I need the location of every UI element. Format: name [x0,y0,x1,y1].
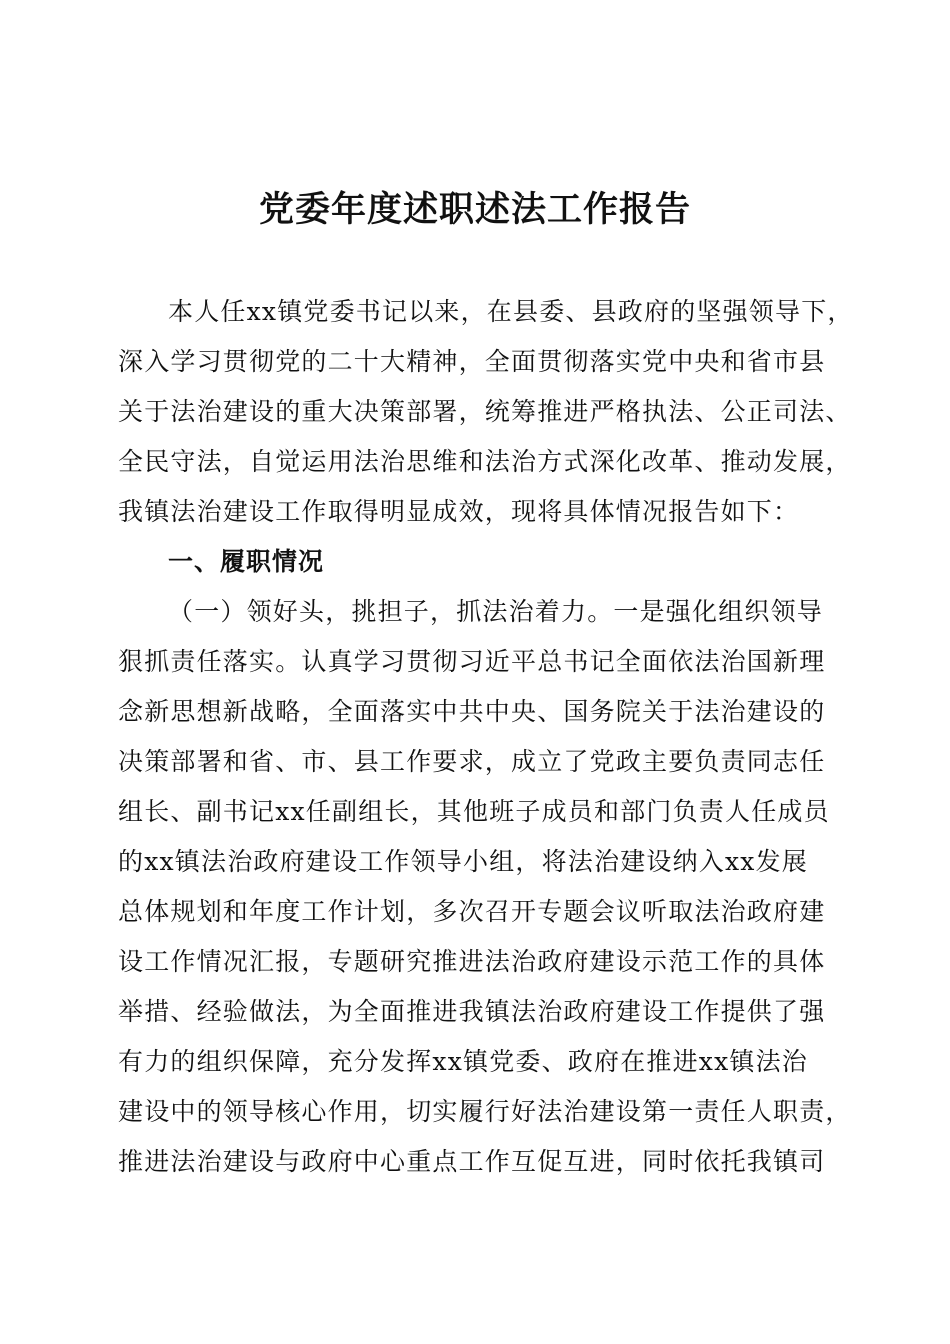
paragraph-line: 设工作情况汇报，专题研究推进法治政府建设示范工作的具体 [118,947,826,976]
paragraph-line: 推进法治建设与政府中心重点工作互促互进，同时依托我镇司 [118,1147,826,1176]
paragraph-line: 我镇法治建设工作取得明显成效，现将具体情况报告如下： [118,497,800,526]
paragraph-line: 深入学习贯彻党的二十大精神，全面贯彻落实党中央和省市县 [118,347,826,376]
paragraph-line: 的xx镇法治政府建设工作领导小组，将法治建设纳入xx发展 [118,847,808,876]
paragraph-line: 有力的组织保障，充分发挥xx镇党委、政府在推进xx镇法治 [118,1047,808,1076]
section-heading: 一、履职情况 [168,547,325,576]
paragraph-line: 狠抓责任落实。认真学习贯彻习近平总书记全面依法治国新理 [118,647,826,676]
paragraph-line: 总体规划和年度工作计划，多次召开专题会议听取法治政府建 [118,897,826,926]
paragraph-line: 决策部署和省、市、县工作要求，成立了党政主要负责同志任 [118,747,826,776]
paragraph-line: 举措、经验做法，为全面推进我镇法治政府建设工作提供了强 [118,997,826,1026]
paragraph-line: （一）领好头，挑担子，抓法治着力。一是强化组织领导 [168,597,824,626]
paragraph-line: 全民守法，自觉运用法治思维和法治方式深化改革、推动发展， [118,447,852,476]
paragraph-line: 关于法治建设的重大决策部署，统筹推进严格执法、公正司法、 [118,397,852,426]
paragraph-line: 念新思想新战略，全面落实中共中央、国务院关于法治建设的 [118,697,826,726]
paragraph-line: 组长、副书记xx任副组长，其他班子成员和部门负责人任成员 [118,797,830,826]
document-title: 党委年度述职述法工作报告 [258,189,691,230]
paragraph-line: 本人任xx镇党委书记以来，在县委、县政府的坚强领导下， [168,297,854,326]
paragraph-line: 建设中的领导核心作用，切实履行好法治建设第一责任人职责， [118,1097,852,1126]
